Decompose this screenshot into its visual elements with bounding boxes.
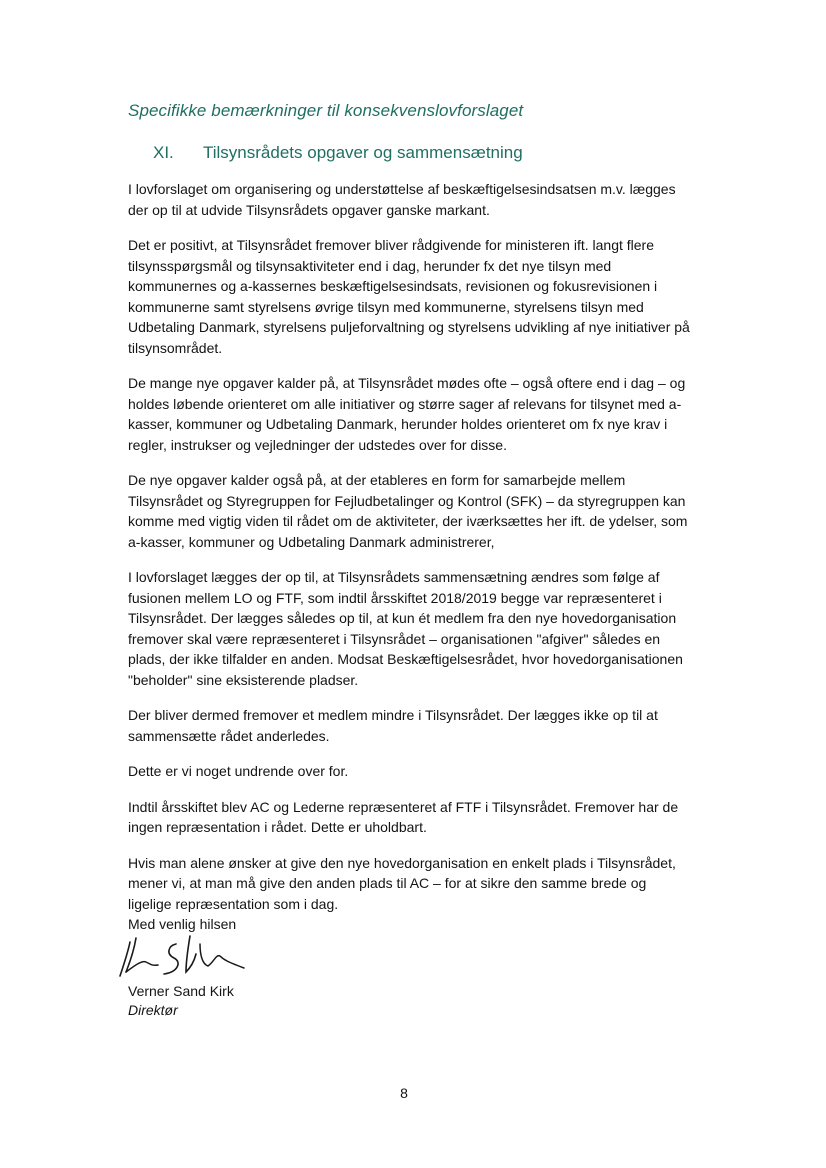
page-number: 8 — [400, 1085, 408, 1101]
subsection-number: XI. — [153, 143, 174, 162]
paragraph: Det er positivt, at Tilsynsrådet fremover bliver rådgivende for ministeren ift. langt flere tilsynsspørgsmål og tilsynsaktiviteter end i dag, herunder fx det nye tilsyn med kommunernes og a-kassernes beskæftigelsesindsats, revisionen og fokusrevisionen i kommunerne samt styrelsens øvrige tilsyn med kommunerne, styrelsens tilsyn med Udbetaling Danmark, styrelsens puljeforvaltning og styrelsens udvikling af nye initiativer på tilsynsområdet. — [128, 237, 690, 356]
signer-title: Direktør — [128, 1002, 178, 1018]
subsection-title: Tilsynsrådets opgaver og sammensætning — [203, 143, 523, 162]
paragraph: Der bliver dermed fremover et medlem mindre i Tilsynsrådet. Der lægges ikke op til at sammensætte rådet anderledes. — [128, 707, 658, 744]
paragraph: De mange nye opgaver kalder på, at Tilsynsrådet mødes ofte – også oftere end i dag – og holdes løbende orienteret om alle initiativer og større sager af relevans for tilsynet med a-kasser, kommuner og Udbetaling Danmark, herunder holdes orienteret om fx nye krav i regler, instrukser og vejledninger der udstedes over for disse. — [128, 375, 686, 453]
paragraph: De nye opgaver kalder også på, at der etableres en form for samarbejde mellem Tilsynsrådet og Styregruppen for Fejludbetalinger og Kontrol (SFK) – da styregruppen kan komme med vigtig viden til rådet om de aktiviteter, der iværksættes her ift. de ydelser, som a-kasser, kommuner og Udbetaling Danmark administrerer, — [128, 472, 688, 550]
paragraph: I lovforslaget om organisering og understøttelse af beskæftigelsesindsatsen m.v. lægges der op til at udvide Tilsynsrådets opgaver ganske markant. — [128, 181, 676, 218]
handwritten-signature — [116, 932, 256, 984]
paragraph: Dette er vi noget undrende over for. — [128, 763, 349, 779]
paragraph: Hvis man alene ønsker at give den nye hovedorganisation en enkelt plads i Tilsynsrådet, mener vi, at man må give den anden plads til AC – for at sikre den samme brede og ligelige repræsentation som i dag. — [128, 854, 676, 912]
paragraph: I lovforslaget lægges der op til, at Tilsynsrådets sammensætning ændres som følge af fusionen mellem LO og FTF, som indtil årsskiftet 2018/2019 begge var repræsenteret i Tilsynsrådet. Der lægges således op til, at kun ét medlem fra den nye hovedorganisation fremover skal være repræsenteret i Tilsynsrådet – organisationen "afgiver" således en plads, der ikke tilfalder en anden. Modsat Beskæftigelsesrådet, hvor hovedorganisationen "beholder" sine eksisterende pladser. — [128, 569, 683, 688]
closing-salutation: Med venlig hilsen — [128, 916, 237, 932]
signer-name: Verner Sand Kirk — [128, 983, 234, 999]
body-text — [128, 179, 693, 929]
section-heading: Specifikke bemærkninger til konsekvenslovforslaget — [128, 101, 524, 120]
subsection-heading — [153, 143, 523, 163]
paragraph: Indtil årsskiftet blev AC og Lederne repræsenteret af FTF i Tilsynsrådet. Fremover har de ingen repræsentation i rådet. Dette er uholdbart. — [128, 798, 679, 835]
